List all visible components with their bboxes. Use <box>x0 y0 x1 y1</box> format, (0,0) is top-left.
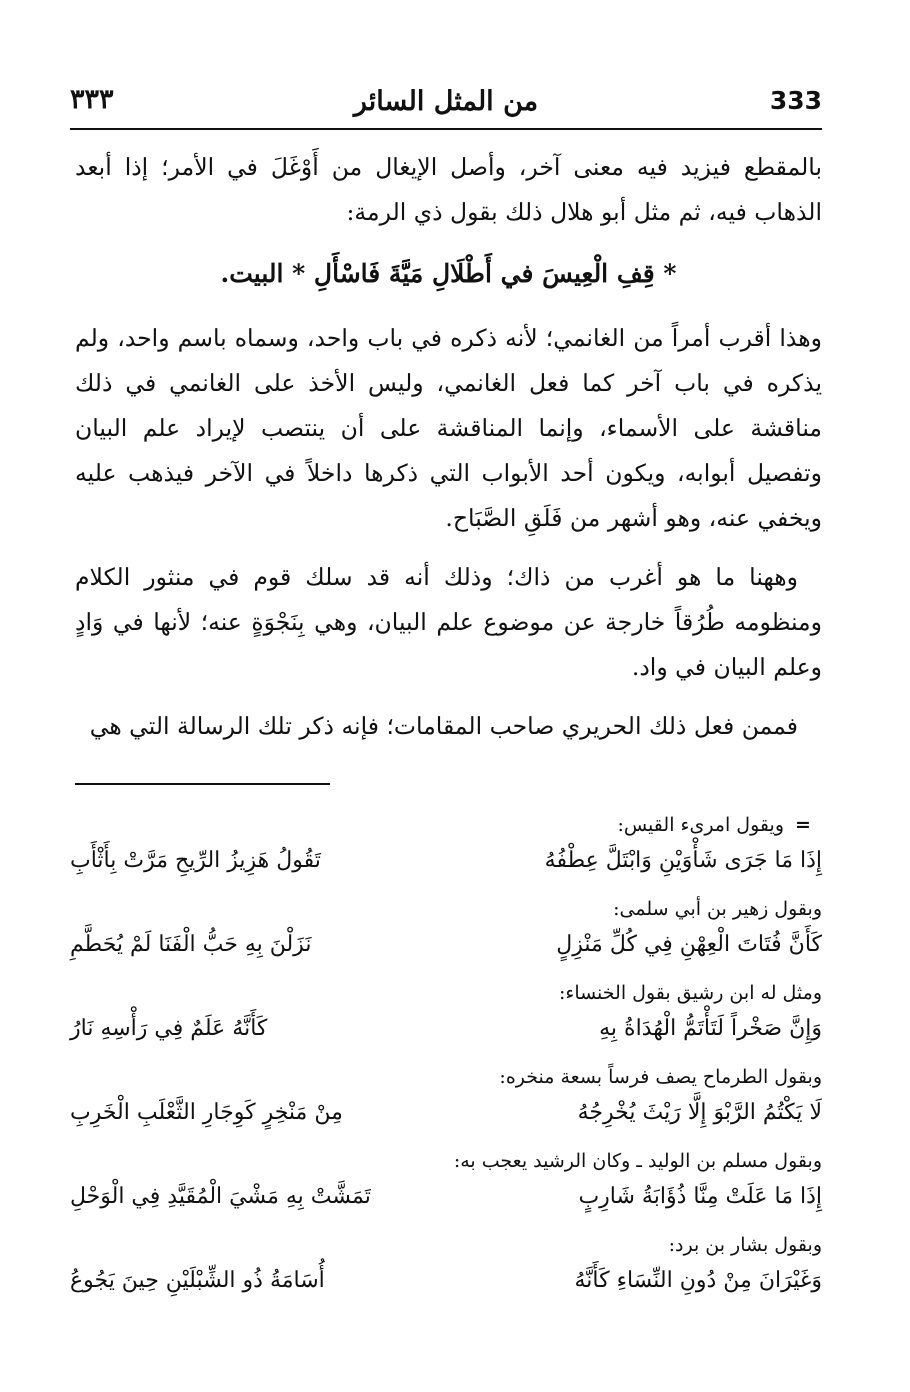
footnote-verse <box>70 840 822 894</box>
footnote-intro-text: وبقول الطرماح يصف فرساً بسعة منخره: <box>499 1066 822 1088</box>
paragraph-2: وهذا أقرب أمراً من الغانمي؛ لأنه ذكره في باب واحد، وسماه باسم واحد، ولم يذكره في باب آخر كما فعل الغانمي، وليس الأخذ على الغانمي في ذلك مناقشة على الأسماء، وإنما المناقشة على أن ينتصب لإيراد علم البيان وتفصيل أبوابه، ويكون أحد الأبواب التي ذكرها داخلاً في الآخر فيذهب عليه ويخفي عنه، وهو أشهر من فَلَقِ الصَّبَاح. <box>75 324 822 532</box>
footnote-intro <box>70 978 822 1008</box>
page-number-arabic: ٣٣٣ <box>70 84 114 115</box>
running-title: من المثل السائر <box>353 86 539 117</box>
paragraph-4: فممن فعل ذلك الحريري صاحب المقامات؛ فإنه ذكر تلك الرسالة التي هي <box>89 712 798 740</box>
verse-second-hemistich: تَقُولُ هَزِيزُ الرِّيحِ مَرَّتْ بِأَثْأَبِ <box>70 848 321 873</box>
page-number-latin: 333 <box>769 86 822 115</box>
footnote-verse <box>70 924 822 978</box>
footnote-intro-text: وبقول بشار بن برد: <box>668 1234 822 1256</box>
footnote-verse <box>70 1092 822 1146</box>
verse-first-hemistich: وَغَيْرَانَ مِنْ دُونِ النِّسَاءِ كَأَنَّهُ <box>574 1268 822 1293</box>
footnote-verse <box>70 1008 822 1062</box>
verse-second-hemistich: أُسَامَةُ ذُو الشِّبْلَيْنِ حِينَ يَجُوعُ <box>70 1268 325 1293</box>
footnote-intro <box>70 810 822 840</box>
footnote-verse <box>70 1176 822 1230</box>
footnote-intro-text: ويقول امرىء القيس: <box>617 814 784 836</box>
footnote-intro-text: وبقول زهير بن أبي سلمى: <box>613 898 822 920</box>
footnote-intro <box>70 1146 822 1176</box>
quoted-verse: * قِفِ الْعِيسَ في أَطْلَالِ مَيَّةَ فَاسْأَلِ * البيت. <box>220 259 677 288</box>
footnote-verse <box>70 1260 822 1314</box>
footnote-intro <box>70 894 822 924</box>
footnote-divider <box>75 783 330 785</box>
footnote-intro <box>70 1062 822 1092</box>
footnote-intro-text: وبقول مسلم بن الوليد ـ وكان الرشيد يعجب به: <box>453 1150 822 1172</box>
verse-second-hemistich: تَمَشَّتْ بِهِ مَشْيَ الْمُقَيَّدِ فِي الْوَحْلِ <box>70 1184 371 1209</box>
footnote-intro <box>70 1230 822 1260</box>
footnotes <box>70 810 822 1314</box>
main-text <box>75 145 822 749</box>
verse-first-hemistich: وَإِنَّ صَخْراً لَتَأْتَمُّ الْهُدَاةُ بِهِ <box>599 1016 822 1041</box>
verse-second-hemistich: نَزَلْنَ بِهِ حَبُّ الْفَنَا لَمْ يُحَطَّمِ <box>70 932 312 957</box>
verse-first-hemistich: كَأَنَّ فُتَاتَ الْعِهْنِ فِي كُلِّ مَنْزِلٍ <box>556 932 822 957</box>
continuation-mark: = <box>795 814 811 836</box>
verse-second-hemistich: مِنْ مَنْخِرٍ كَوِجَارِ الثَّعْلَبِ الْخَرِبِ <box>70 1100 343 1125</box>
paragraph-1: بالمقطع فيزيد فيه معنى آخر، وأصل الإيغال من أَوْغَلَ في الأمر؛ إذا أبعد الذهاب فيه، ثم مثل أبو هلال ذلك بقول ذي الرمة: <box>75 153 822 226</box>
verse-first-hemistich: إِذَا مَا جَرَى شَأْوَيْنِ وَابْتَلَّ عِطْفُهُ <box>544 848 822 873</box>
page-header <box>70 80 822 130</box>
footnote-intro-text: ومثل له ابن رشيق بقول الخنساء: <box>558 982 822 1004</box>
paragraph-3: وههنا ما هو أغرب من ذاك؛ وذلك أنه قد سلك قوم في منثور الكلام ومنظومه طُرُقاً خارجة عن موضوع علم البيان، وهي بِنَجْوَةٍ عنه؛ لأنها في وَادٍ وعلم البيان في واد. <box>75 563 822 681</box>
verse-first-hemistich: إِذَا مَا عَلَتْ مِنَّا ذُؤَابَةُ شَارِبٍ <box>578 1184 822 1209</box>
verse-second-hemistich: كَأَنَّهُ عَلَمٌ فِي رَأْسِهِ نَارُ <box>70 1016 268 1041</box>
verse-first-hemistich: لَا يَكْتُمُ الرَّبْوَ إِلَّا رَيْثَ يُخْرِجُهُ <box>577 1100 822 1125</box>
